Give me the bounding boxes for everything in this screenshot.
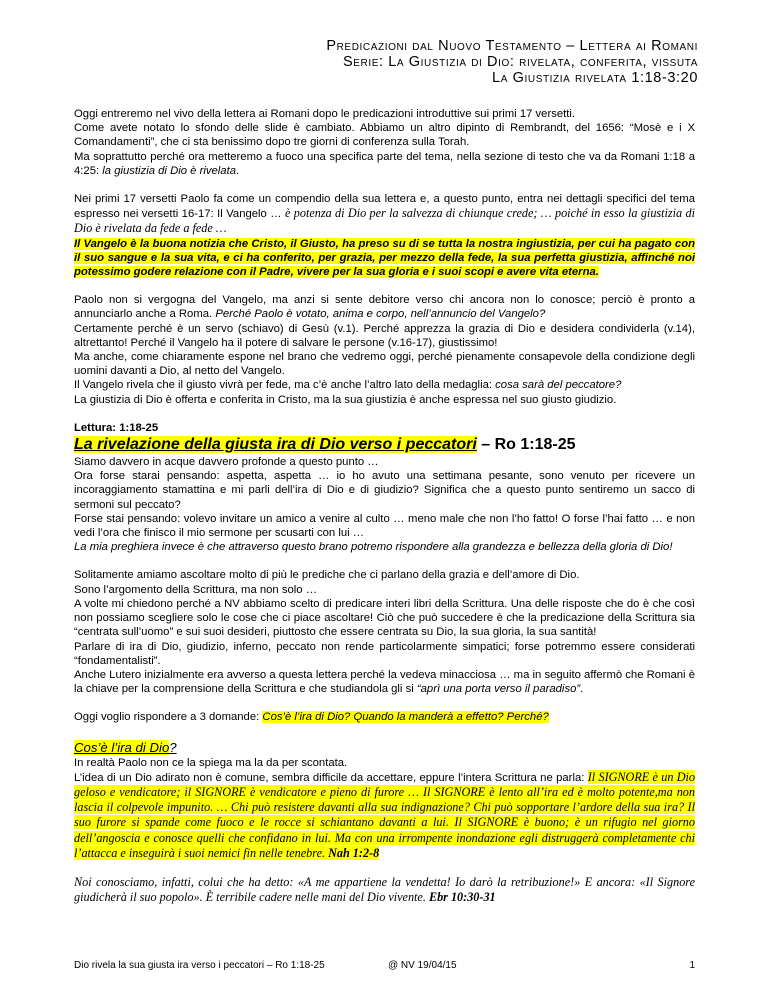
intro-period: . [236, 164, 240, 177]
other-side-text: Il Vangelo rivela che il giusto vivrà per fede, ma c’è anche l’altro lato della medaglia: [74, 379, 496, 392]
header-section-title: La Giustizia rivelata 1:18-3:20 [492, 70, 698, 86]
paragraph-fundamentalists: Parlare di ira di Dio, giudizio, inferno, peccato non rende particolarmente simpatici; forse potremmo essere considerati “fondamentalisti”. [74, 640, 695, 667]
scripture-quote-hebrews: Noi conosciamo, infatti, colui che ha detto: «A me appartiene la vendetta! Io darò la retribuzione!» E ancora: «Il Signore giudicherà il suo popolo». È terribile cadere nelle mani del Dio vivente. [74, 874, 695, 905]
section-heading-text: La rivelazione della giusta ira di Dio verso i peccatori [74, 436, 477, 454]
header-series-subtitle: Serie: La Giustizia di Dio: rivelata, conferita, vissuta [342, 54, 698, 70]
intro-line-1: Oggi entreremo nel vivo della lettera ai Romani dopo le predicazioni introduttive sui primi 17 versetti. [74, 108, 576, 120]
section-heading-ref: – Ro 1:18-25 [476, 436, 576, 454]
sinner-question: cosa sarà del peccatore? [495, 379, 622, 392]
paragraph-other-side [74, 378, 695, 392]
footer-page-number: 1 [689, 960, 695, 971]
intro-theme: la giustizia di Dio è rivelata [102, 164, 237, 177]
luther-period: . [580, 683, 584, 696]
footer-date: @ NV 19/04/15 [388, 960, 457, 971]
paragraph-grace-sermons: Solitamente amiamo ascoltare molto di più le prediche che ci parlano della grazia e dell’amore di Dio. [74, 569, 580, 582]
subheading-text: Cos’è l’ira di Dio [74, 739, 170, 755]
scripture-ref-nahum: Nah 1:2-8 [328, 845, 380, 860]
paragraph-scripture-topic: Sono l’argomento della Scrittura, ma non solo … [74, 583, 318, 596]
paragraph-deep-waters: Siamo davvero in acque davvero profonde a questo punto … [74, 456, 379, 469]
intro-text: Ma soprattutto perché ora metteremo a fuoco una specifica parte del tema, nella sezione di testo che va da Romani 1:18 a 4:25: [74, 150, 695, 177]
angry-god-text: L’idea di un Dio adirato non è comune, sembra difficile da accettare, eppure l’intera Scrittura ne parla: [74, 771, 588, 784]
paragraph-hebrews [74, 875, 695, 905]
paragraph-prayer: La mia preghiera invece è che attraverso questo brano potremo rispondere alla grandezza e bellezza della gloria di Dio! [74, 541, 673, 554]
subheading-qmark: ? [169, 739, 177, 755]
footer-title: Dio rivela la sua giusta ira verso i peccatori – Ro 1:18-25 [74, 960, 325, 971]
reading-reference: Lettura: 1:18-25 [74, 421, 159, 434]
paragraph-luther [74, 668, 695, 696]
paragraph-whole-books: A volte mi chiedono perché a NV abbiamo scelto di predicare interi libri della Scrittura. Una delle risposte che do è che così non possiamo scegliere solo le cose che ci piace ascoltare! Ciò che può succedere è che la predicazione della Scrittura sia “centrata sull’uomo” e sui suoi desideri, piuttosto che essere centrata su Dio, la sua gloria, la sua santità! [74, 597, 695, 639]
paragraph-servant: Certamente perché è un servo (schiavo) di Gesù (v.1). Perché apprezza la grazia di Dio e desidera condividerla (v.14), altrettanto! Perché il Vangelo ha il potere di salvare le persone (v.16-17), giustissimo! [74, 322, 695, 349]
questions-intro: Oggi voglio rispondere a 3 domande: [74, 711, 263, 724]
intro-line-2: Come avete notato lo sfondo delle slide è cambiato. Abbiamo un altro dipinto di Rembrandt, del 1656: “Mosè e i X Comandamenti”, che ci sta benissimo dopo tre giorni di conferenza sulla Torah. [74, 122, 695, 149]
compendium-text: Nei primi 17 versetti Paolo fa come un compendio della sua lettera e, a questo punto, entra nei dettagli specifici del tema espresso nei versetti 16-17: Il Vangelo … [74, 193, 695, 221]
gospel-definition-highlight [74, 237, 695, 280]
questions-highlight: Cos’è l’ira di Dio? Quando la manderà a effetto? Perché? [262, 711, 549, 724]
gospel-definition-text: Il Vangelo è la buona notizia che Cristo, il Giusto, ha preso su di se tutta la nostra ingiustizia, per cui ha pagato con il suo sangue e la sua vita, e ci ha conferito, per grazia, per mezzo della fede, la sua perfetta giustizia, affinché noi potessimo godere relazione con il Padre, vivere per la sua gloria e i suoi scopi e avere vita eterna. [74, 237, 695, 279]
paragraph-friend: Forse stai pensando: volevo invitare un amico a venire al culto … meno male che non l’ho fatto! O forse l’hai fatto … e non vedi l’ora che finisco il mio sermone per scusarti con lui … [74, 512, 695, 540]
intro-line-3 [74, 150, 695, 178]
header-series-title: Predicazioni dal Nuovo Testamento – Lettera ai Romani [326, 38, 698, 54]
paragraph-heavy-week: Ora forse starai pensando: aspetta, aspetta … io ho avuto una settimana pesante, sono venuto per ricevere un incoraggiamento stamattina e mi parli dell’ira di Dio e di giudizio? Significa che a questo punto sentiremo un sacco di sermoni sul peccato? [74, 470, 695, 511]
paragraph-paul-not-ashamed [74, 293, 695, 321]
paragraph-three-questions [74, 710, 695, 724]
scripture-quote-rom-1-16: è potenza di Dio per la salvezza di chiunque crede; … poiché in esso la giustizia di Dio è rivelata da fede a fede … [74, 206, 695, 236]
section-heading-wrath [74, 435, 695, 455]
scripture-quote-nahum: Il SIGNORE è un Dio geloso e vendicatore; il SIGNORE è vendicatore e pieno di furore … Il SIGNORE è lento all’ira ed è molto potente,ma non lascia il colpevole impunito. … Chi può resistere davanti alla sua indignazione? Chi può sopportare l’ardore della sua ira? Il suo furore si spande come fuoco e le rocce si schiantano davanti a lui. Il SIGNORE è buono; è un rifugio nel giorno dell’angoscia e conosce quelli che confidano in lui. Ma con una irrompente inondazione egli distruggerà completamente chi l’attacca e inseguirà i suoi nemici fin nelle tenebre. [74, 769, 695, 860]
subheading-what-is-wrath [74, 739, 695, 756]
document-header [326, 38, 698, 86]
paragraph-justice: La giustizia di Dio è offerta e conferita in Cristo, ma la sua giustizia è anche espressa nel suo giusto giudizio. [74, 393, 617, 406]
paragraph-condition: Ma anche, come chiaramente espone nel brano che vedremo oggi, perché pienamente consapevole della condizione degli uomini davanti a Dio, al netto del Vangelo. [74, 351, 695, 378]
paragraph-angry-god [74, 770, 695, 861]
luther-text: Anche Lutero inizialmente era avverso a questa lettera perché la vedeva minacciosa … ma in seguito affermò che Romani è la chiave per la comprensione della Scrittura e che studiandola gli si [74, 668, 695, 696]
luther-quote: “aprì una porta verso il paradiso” [416, 683, 581, 696]
paragraph-compendium [74, 192, 695, 237]
scripture-ref-hebrews: Ebr 10:30-31 [428, 890, 496, 905]
paul-text: Paolo non si vergogna del Vangelo, ma anzi si sente debitore verso chi ancora non lo conosce; perciò è pronto a annunciarlo anche a Roma. [74, 294, 695, 321]
document-body [74, 107, 695, 905]
paul-question: Perché Paolo è votato, anima e corpo, nell’annuncio del Vangelo? [215, 308, 546, 321]
paragraph-paul-assumes: In realtà Paolo non ce la spiega ma la da per scontata. [74, 756, 348, 769]
